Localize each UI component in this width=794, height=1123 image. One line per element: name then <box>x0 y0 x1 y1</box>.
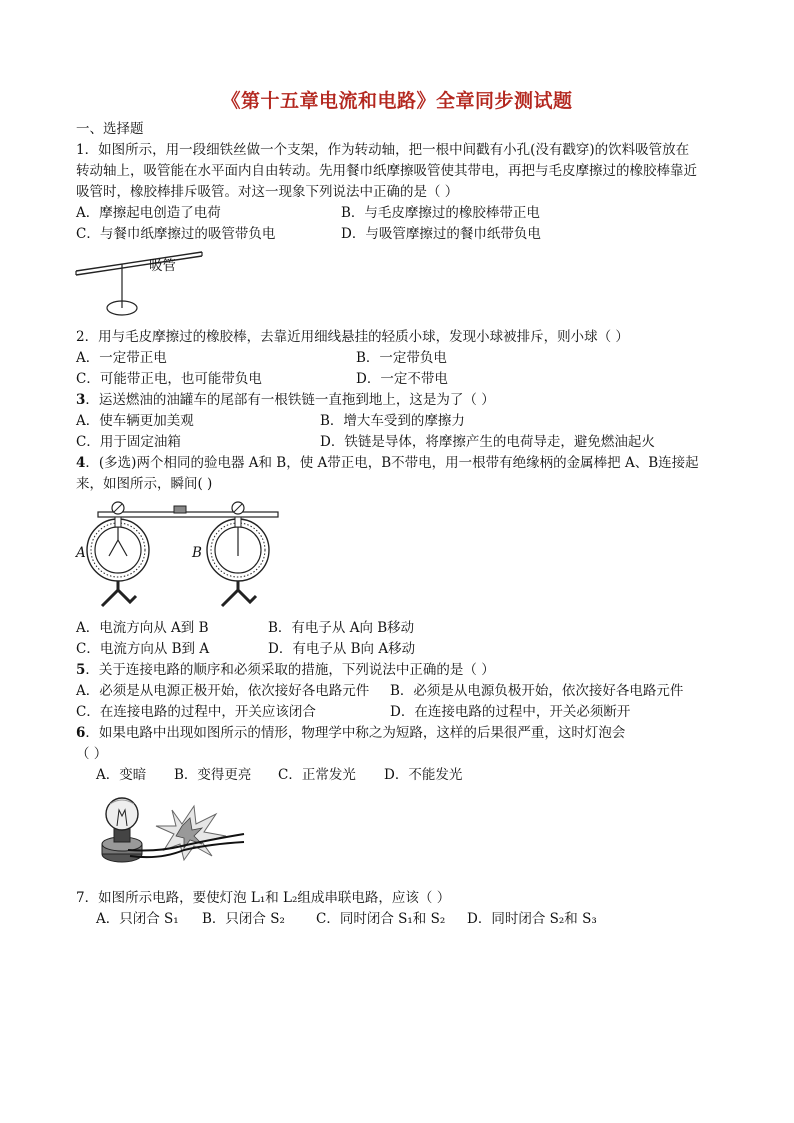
q6-stem-line1 <box>76 724 625 742</box>
q1-option-d[interactable]: D．与吸管摩擦过的餐巾纸带负电 <box>341 226 541 242</box>
q1-option-a[interactable]: A．摩擦起电创造了电荷 <box>76 205 221 221</box>
q3-option-c[interactable]: C．用于固定油箱 <box>76 434 181 450</box>
q4-option-d[interactable]: D．有电子从 B向 A移动 <box>268 641 416 657</box>
q7-option-a[interactable]: A．只闭合 S₁ <box>96 911 179 927</box>
electroscope-b-label: B <box>192 545 202 561</box>
q4-number: 4 <box>76 455 86 471</box>
q2-option-b[interactable]: B．一定带负电 <box>356 350 447 366</box>
q6-option-b[interactable]: B．变得更亮 <box>174 767 252 783</box>
electroscope-a-label: A <box>76 545 86 561</box>
q6-stem-line2: （ ） <box>76 746 108 762</box>
q2-option-a[interactable]: A．一定带正电 <box>76 350 167 366</box>
q1-stem-line1: 1．如图所示，用一段细铁丝做一个支架，作为转动轴，把一根中间戳有小孔(没有戳穿)的饮料吸管放在 <box>76 142 690 158</box>
q3-option-d[interactable]: D．铁链是导体，将摩擦产生的电荷导走，避免燃油起火 <box>320 434 655 450</box>
q3-stem-text: ．运送燃油的油罐车的尾部有一根铁链一直拖到地上，这是为了（ ） <box>85 392 495 408</box>
section-heading: 一、选择题 <box>76 121 144 137</box>
q1-stem-line3: 吸管时，橡胶棒排斥吸管。对这一现象下列说法中正确的是（ ） <box>76 184 459 200</box>
q3-option-a[interactable]: A．使车辆更加美观 <box>76 413 194 429</box>
q3-number: 3 <box>76 392 86 408</box>
q5-option-c[interactable]: C．在连接电路的过程中，开关应该闭合 <box>76 704 316 720</box>
q6-stem-text: ．如果电路中出现如图所示的情形，物理学中称之为短路，这样的后果很严重，这时灯泡会 <box>85 725 626 741</box>
q5-option-a[interactable]: A．必须是从电源正极开始，依次接好各电路元件 <box>76 683 370 699</box>
q3-stem <box>76 391 495 409</box>
q1-option-b[interactable]: B．与毛皮摩擦过的橡胶棒带正电 <box>341 205 540 221</box>
q6-number: 6 <box>76 725 86 741</box>
q5-number: 5 <box>76 662 86 678</box>
q4-option-a[interactable]: A．电流方向从 A到 B <box>76 620 209 636</box>
q5-stem <box>76 661 495 679</box>
q1-stem-line2: 转动轴上，吸管能在水平面内自由转动。先用餐巾纸摩擦吸管使其带电，再把与毛皮摩擦过的橡胶棒靠近 <box>76 163 697 179</box>
q5-option-d[interactable]: D．在连接电路的过程中，开关必须断开 <box>390 704 631 720</box>
q1-option-c[interactable]: C．与餐巾纸摩擦过的吸管带负电 <box>76 226 276 242</box>
q4-stem-line2: 来，如图所示，瞬间( ) <box>76 476 213 492</box>
q1-figure-label: 吸管 <box>149 258 176 274</box>
q4-option-b[interactable]: B．有电子从 A向 B移动 <box>268 620 415 636</box>
q7-option-c[interactable]: C．同时闭合 S₁和 S₂ <box>316 911 446 927</box>
q2-option-d[interactable]: D．一定不带电 <box>356 371 448 387</box>
q5-stem-text: ．关于连接电路的顺序和必须采取的措施，下列说法中正确的是（ ） <box>85 662 495 678</box>
q7-option-b[interactable]: B．只闭合 S₂ <box>202 911 285 927</box>
electroscopes-figure <box>78 498 298 614</box>
page-title: 《第十五章电流和电路》全章同步测试题 <box>221 90 573 112</box>
q5-option-b[interactable]: B．必须是从电源负极开始，依次接好各电路元件 <box>390 683 684 699</box>
q6-option-d[interactable]: D．不能发光 <box>384 767 463 783</box>
q2-stem: 2．用与毛皮摩擦过的橡胶棒，去靠近用细线悬挂的轻质小球，发现小球被排斥，则小球（ ） <box>76 329 629 345</box>
q2-option-c[interactable]: C．可能带正电，也可能带负电 <box>76 371 262 387</box>
q4-stem-text: ．(多选)两个相同的验电器 A和 B，使 A带正电，B不带电，用一根带有绝缘柄的金属棒把 A、B连接起 <box>85 455 699 471</box>
q7-option-d[interactable]: D．同时闭合 S₂和 S₃ <box>467 911 597 927</box>
q4-stem-line1 <box>76 454 699 472</box>
q4-option-c[interactable]: C．电流方向从 B到 A <box>76 641 210 657</box>
q7-stem: 7．如图所示电路，要使灯泡 L₁和 L₂组成串联电路，应该（ ） <box>76 890 451 906</box>
q6-option-a[interactable]: A．变暗 <box>96 767 147 783</box>
q6-option-c[interactable]: C．正常发光 <box>278 767 356 783</box>
short-circuit-figure <box>98 790 248 868</box>
q3-option-b[interactable]: B．增大车受到的摩擦力 <box>320 413 465 429</box>
